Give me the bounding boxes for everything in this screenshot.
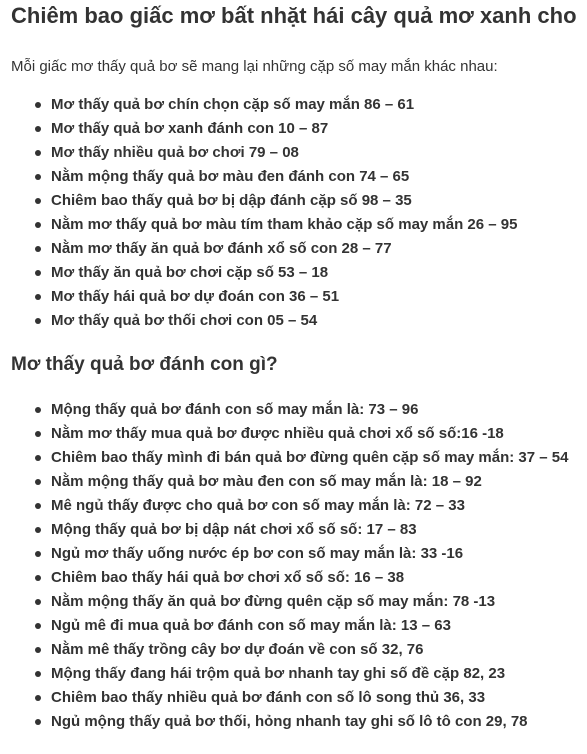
bullet-icon: [35, 479, 41, 485]
intro-paragraph: Mỗi giấc mơ thấy quả bơ sẽ mang lại những cặp số may mắn khác nhau:: [11, 58, 498, 75]
bullet-icon: [35, 599, 41, 605]
list-item: [51, 566, 568, 590]
bullet-icon: [35, 503, 41, 509]
bullet-icon: [35, 270, 41, 276]
list-item: [51, 213, 517, 237]
list-item: [51, 165, 517, 189]
bullet-icon: [35, 623, 41, 629]
list-item: [51, 237, 517, 261]
bullet-icon: [35, 431, 41, 437]
list-item: [51, 470, 568, 494]
lucky-number-list-2: [0, 398, 568, 734]
section-heading-what-number: Mơ thấy quả bơ đánh con gì?: [11, 354, 278, 375]
list-item: [51, 422, 568, 446]
bullet-icon: [35, 407, 41, 413]
list-item: [51, 93, 517, 117]
bullet-icon: [35, 294, 41, 300]
list-item: [51, 117, 517, 141]
list-item: [51, 141, 517, 165]
list-item: [51, 285, 517, 309]
list-item-text: Mộng thấy quả bơ bị dập nát chơi xổ số số: 17 – 83: [51, 521, 417, 538]
bullet-icon: [35, 695, 41, 701]
list-item-text: Mơ thấy quả bơ xanh đánh con 10 – 87: [51, 120, 329, 137]
list-item-text: Mơ thấy hái quả bơ dự đoán con 36 – 51: [51, 288, 340, 305]
list-item: [51, 590, 568, 614]
list-item-text: Nằm mộng thấy ăn quả bơ đừng quên cặp số may mắn: 78 -13: [51, 593, 496, 610]
list-item: [51, 494, 568, 518]
list-item-text: Mộng thấy đang hái trộm quả bơ nhanh tay ghi số đề cặp 82, 23: [51, 665, 506, 682]
list-item: [51, 398, 568, 422]
section-heading-dream-green-fruit: Chiêm bao giấc mơ bất nhặt hái cây quả mơ xanh cho: [11, 3, 577, 28]
list-item: [51, 542, 568, 566]
bullet-icon: [35, 246, 41, 252]
list-item: [51, 614, 568, 638]
bullet-icon: [35, 575, 41, 581]
list-item-text: Mơ thấy ăn quả bơ chơi cặp số 53 – 18: [51, 264, 329, 281]
list-item-text: Mơ thấy quả bơ thối chơi con 05 – 54: [51, 312, 318, 329]
list-item-text: Mơ thấy nhiều quả bơ chơi 79 – 08: [51, 144, 299, 161]
bullet-icon: [35, 455, 41, 461]
list-item-text: Nằm mơ thấy ăn quả bơ đánh xổ số con 28 – 77: [51, 240, 392, 257]
list-item-text: Ngủ mê đi mua quả bơ đánh con số may mắn là: 13 – 63: [51, 617, 451, 634]
lucky-number-list-1: [0, 93, 517, 333]
bullet-icon: [35, 527, 41, 533]
list-item-text: Chiêm bao thấy nhiều quả bơ đánh con số lô song thủ 36, 33: [51, 689, 486, 706]
list-item-text: Mê ngủ thấy được cho quả bơ con số may mắn là: 72 – 33: [51, 497, 465, 514]
bullet-icon: [35, 719, 41, 725]
list-item-text: Nằm mơ thấy quả bơ màu tím tham khảo cặp số may mắn 26 – 95: [51, 216, 518, 233]
list-item-text: Nằm mơ thấy mua quả bơ được nhiều quả chơi xổ số số:16 -18: [51, 425, 504, 442]
list-item-text: Nằm mê thấy trồng cây bơ dự đoán về con số 32, 76: [51, 641, 424, 658]
bullet-icon: [35, 551, 41, 557]
bullet-icon: [35, 222, 41, 228]
list-item-text: Chiêm bao thấy quả bơ bị dập đánh cặp số 98 – 35: [51, 192, 412, 209]
list-item-text: Nằm mộng thấy quả bơ màu đen đánh con 74 – 65: [51, 168, 410, 185]
list-item-text: Ngủ mơ thấy uống nước ép bơ con số may mắn là: 33 -16: [51, 545, 464, 562]
list-item: [51, 662, 568, 686]
list-item: [51, 261, 517, 285]
list-item-text: Ngủ mộng thấy quả bơ thối, hỏng nhanh tay ghi số lô tô con 29, 78: [51, 713, 528, 730]
list-item-text: Mơ thấy quả bơ chín chọn cặp số may mắn 86 – 61: [51, 96, 415, 113]
list-item-text: Chiêm bao thấy mình đi bán quả bơ đừng quên cặp số may mắn: 37 – 54: [51, 449, 569, 466]
bullet-icon: [35, 150, 41, 156]
list-item: [51, 638, 568, 662]
list-item: [51, 309, 517, 333]
bullet-icon: [35, 198, 41, 204]
list-item: [51, 518, 568, 542]
list-item-text: Chiêm bao thấy hái quả bơ chơi xổ số số: 16 – 38: [51, 569, 405, 586]
bullet-icon: [35, 671, 41, 677]
bullet-icon: [35, 102, 41, 108]
list-item: [51, 446, 568, 470]
bullet-icon: [35, 126, 41, 132]
bullet-icon: [35, 318, 41, 324]
list-item-text: Nằm mộng thấy quả bơ màu đen con số may mắn là: 18 – 92: [51, 473, 482, 490]
list-item: [51, 710, 568, 734]
list-item: [51, 686, 568, 710]
list-item: [51, 189, 517, 213]
list-item-text: Mộng thấy quả bơ đánh con số may mắn là: 73 – 96: [51, 401, 419, 418]
bullet-icon: [35, 174, 41, 180]
bullet-icon: [35, 647, 41, 653]
